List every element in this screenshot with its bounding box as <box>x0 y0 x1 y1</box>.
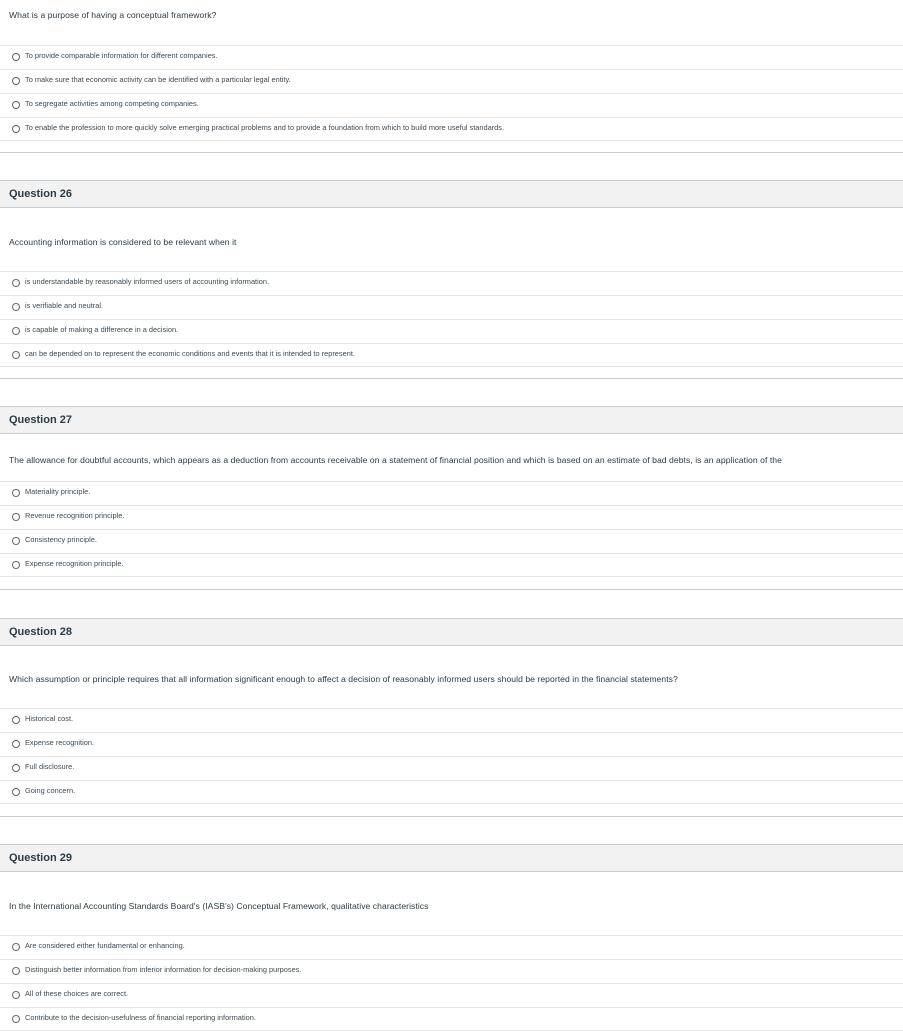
answer-list <box>0 45 903 141</box>
answer-list <box>0 481 903 577</box>
answer-option[interactable] <box>0 1007 903 1031</box>
answer-label: Expense recognition. <box>25 738 95 747</box>
radio-button[interactable] <box>12 943 20 951</box>
answer-option[interactable] <box>0 93 903 117</box>
question-prompt: Which assumption or principle requires that all information significant enough to affect a decision of reasonably informed users should be reported in the financial statements? <box>9 674 678 684</box>
answer-label: All of these choices are correct. <box>25 989 129 998</box>
radio-button[interactable] <box>12 740 20 748</box>
answer-option[interactable] <box>0 271 903 295</box>
answer-option[interactable] <box>0 343 903 367</box>
question-title: Question 28 <box>9 626 72 638</box>
answer-option[interactable] <box>0 45 903 69</box>
answer-label: Expense recognition principle. <box>25 559 124 568</box>
radio-button[interactable] <box>12 788 20 796</box>
answer-option[interactable] <box>0 295 903 319</box>
question-header <box>0 844 903 872</box>
answer-label: Are considered either fundamental or enhancing. <box>25 941 185 950</box>
answer-label: To provide comparable information for different companies. <box>25 51 218 60</box>
radio-button[interactable] <box>12 513 20 521</box>
question-prompt: What is a purpose of having a conceptual framework? <box>9 10 217 20</box>
radio-button[interactable] <box>12 764 20 772</box>
question-prompt: Accounting information is considered to be relevant when it <box>9 237 237 247</box>
radio-button[interactable] <box>12 303 20 311</box>
answer-option[interactable] <box>0 708 903 732</box>
answer-option[interactable] <box>0 959 903 983</box>
answer-option[interactable] <box>0 481 903 505</box>
answer-list <box>0 271 903 367</box>
answer-label: To enable the profession to more quickly solve emerging practical problems and to provide a foundation from which to build more useful standards. <box>25 123 505 132</box>
radio-button[interactable] <box>12 1015 20 1023</box>
question-title: Question 29 <box>9 852 72 864</box>
answer-list <box>0 935 903 1031</box>
answer-list <box>0 708 903 804</box>
answer-label: can be depended on to represent the economic conditions and events that it is intended to represent. <box>25 349 355 358</box>
answer-option[interactable] <box>0 319 903 343</box>
divider <box>0 378 903 379</box>
answer-label: Going concern. <box>25 786 76 795</box>
radio-button[interactable] <box>12 77 20 85</box>
question-header <box>0 406 903 434</box>
question-title: Question 26 <box>9 188 72 200</box>
answer-option[interactable] <box>0 505 903 529</box>
radio-button[interactable] <box>12 53 20 61</box>
radio-button[interactable] <box>12 537 20 545</box>
divider <box>0 816 903 817</box>
question-prompt: In the International Accounting Standards Board's (IASB's) Conceptual Framework, qualitative characteristics <box>9 901 429 911</box>
radio-button[interactable] <box>12 991 20 999</box>
answer-option[interactable] <box>0 553 903 577</box>
radio-button[interactable] <box>12 489 20 497</box>
radio-button[interactable] <box>12 101 20 109</box>
radio-button[interactable] <box>12 561 20 569</box>
radio-button[interactable] <box>12 279 20 287</box>
answer-label: is understandable by reasonably informed users of accounting information. <box>25 277 270 286</box>
answer-label: Full disclosure. <box>25 762 75 771</box>
question-header <box>0 180 903 208</box>
radio-button[interactable] <box>12 327 20 335</box>
radio-button[interactable] <box>12 716 20 724</box>
radio-button[interactable] <box>12 967 20 975</box>
question-title: Question 27 <box>9 414 72 426</box>
answer-option[interactable] <box>0 117 903 141</box>
answer-label: To make sure that economic activity can be identified with a particular legal entity. <box>25 75 291 84</box>
question-header <box>0 618 903 646</box>
answer-label: Historical cost. <box>25 714 74 723</box>
answer-label: Materiality principle. <box>25 487 91 496</box>
answer-option[interactable] <box>0 732 903 756</box>
radio-button[interactable] <box>12 125 20 133</box>
divider <box>0 589 903 590</box>
answer-label: Revenue recognition principle. <box>25 511 125 520</box>
divider <box>0 152 903 153</box>
answer-option[interactable] <box>0 780 903 804</box>
answer-label: Consistency principle. <box>25 535 97 544</box>
answer-option[interactable] <box>0 69 903 93</box>
answer-label: is capable of making a difference in a decision. <box>25 325 179 334</box>
answer-option[interactable] <box>0 529 903 553</box>
answer-label: Contribute to the decision-usefulness of financial reporting information. <box>25 1013 256 1022</box>
answer-label: To segregate activities among competing companies. <box>25 99 199 108</box>
radio-button[interactable] <box>12 351 20 359</box>
answer-option[interactable] <box>0 756 903 780</box>
answer-option[interactable] <box>0 935 903 959</box>
question-prompt: The allowance for doubtful accounts, which appears as a deduction from accounts receivable on a statement of financial position and which is based on an estimate of bad debts, is an application of the <box>9 455 782 465</box>
answer-option[interactable] <box>0 983 903 1007</box>
answer-label: is verifiable and neutral. <box>25 301 104 310</box>
answer-label: Distinguish better information from inferior information for decision-making purposes. <box>25 965 302 974</box>
